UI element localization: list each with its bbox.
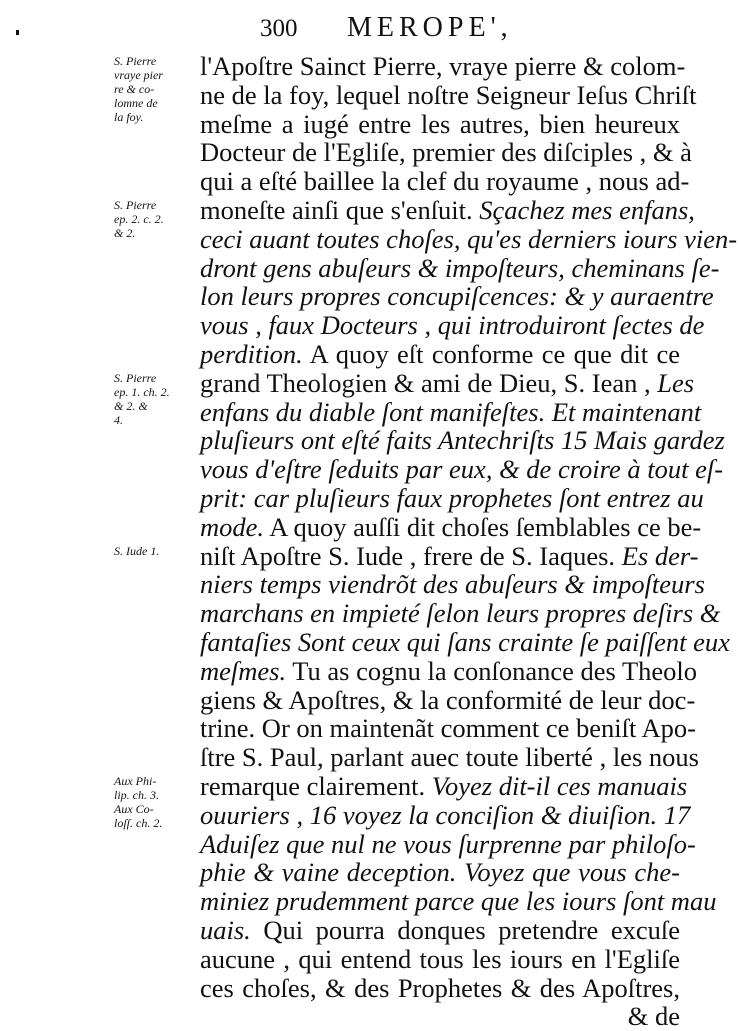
margin-note bbox=[114, 371, 196, 427]
roman-text: Tu as cognu la conſonance des Theolo bbox=[286, 655, 698, 686]
roman-text: aucune , qui entend tous les iours en l'Egliſe bbox=[200, 943, 680, 974]
italic-text: phie & vaine deception. Voyez que vous che- bbox=[200, 857, 680, 888]
roman-text: l'Apoſtre Sainct Pierre, vraye pierre & colom- bbox=[200, 51, 686, 81]
italic-text: ouuriers , 16 voyez la conciſion & diuiſion. 17 bbox=[200, 799, 691, 830]
margin-note-line: Aux Co- bbox=[114, 802, 154, 816]
margin-note-line: S. Pierre bbox=[114, 370, 157, 385]
text-line bbox=[200, 858, 680, 887]
text-line bbox=[200, 799, 691, 830]
page-header bbox=[260, 8, 590, 48]
text-line bbox=[200, 252, 720, 283]
text-line bbox=[200, 223, 738, 254]
margin-note bbox=[114, 54, 196, 124]
italic-text: uais. bbox=[200, 914, 251, 945]
margin-note bbox=[114, 198, 196, 240]
italic-text: fantaſies Sont ceux qui ſans crainte ſe paiſſent eux bbox=[200, 626, 730, 657]
margin-note-line: vraye pier bbox=[114, 68, 163, 82]
roman-text: A quoy eſt conforme ce que dit ce bbox=[302, 338, 680, 369]
italic-text: Voyez dit-il ces manuais bbox=[431, 770, 688, 801]
text-line bbox=[200, 482, 704, 513]
text-line bbox=[200, 974, 680, 1003]
text-line bbox=[200, 79, 697, 110]
text-line bbox=[200, 310, 705, 341]
text-line bbox=[200, 655, 698, 686]
roman-text: moneſte ainſi que s'enſuit. bbox=[200, 194, 480, 225]
text-line bbox=[200, 367, 695, 398]
roman-text: & de bbox=[627, 1001, 680, 1031]
margin-note-line: S. Iude 1. bbox=[114, 543, 160, 558]
italic-text: perdition. bbox=[200, 338, 303, 369]
italic-text: meſmes. bbox=[200, 655, 287, 686]
italic-text: Sçachez mes enfans, bbox=[479, 194, 695, 225]
text-line bbox=[200, 340, 680, 369]
text-line bbox=[200, 51, 686, 81]
page-number: 300 bbox=[260, 15, 298, 42]
margin-note-line: la foy. bbox=[114, 110, 144, 124]
italic-text: vous , faux Docteurs , qui introduiront ſectes de bbox=[200, 310, 705, 341]
text-line bbox=[200, 1002, 680, 1031]
italic-text: mode. bbox=[200, 511, 265, 542]
italic-text: ceci auant toutes choſes, qu'es derniers iours vien- bbox=[200, 223, 738, 254]
roman-text: remarque clairement. bbox=[200, 770, 432, 801]
page-edge-mark bbox=[16, 30, 19, 35]
text-line bbox=[200, 511, 702, 542]
italic-text: enfans du diable ſont manifeſtes. Et maintenant bbox=[200, 396, 702, 427]
running-title: MEROPE', bbox=[347, 12, 513, 43]
roman-text: giens & Apoſtres, & la conformité de leur doc- bbox=[200, 684, 696, 715]
roman-text: trine. Or on maintenãt comment ce beniſt Apo- bbox=[200, 713, 696, 744]
text-line bbox=[200, 626, 730, 657]
margin-note-line: Aux Phi- bbox=[114, 774, 157, 788]
roman-text: qui a eſté baillee la clef du royaume , nous ad- bbox=[200, 166, 690, 197]
text-line bbox=[200, 684, 696, 715]
margin-note-line: & 2. & bbox=[114, 398, 148, 413]
italic-text: Mais gardez bbox=[594, 425, 725, 456]
text-line bbox=[200, 598, 721, 629]
italic-text: Es der- bbox=[621, 540, 699, 571]
italic-text: vous d'eſtre ſeduits par eux, & de croire à tout eſ- bbox=[200, 454, 724, 485]
text-line bbox=[200, 454, 724, 485]
italic-text: miniez prudemment parce que les iours ſont mau bbox=[200, 886, 717, 917]
italic-text: niers temps viendrõt des abuſeurs & impoſteurs bbox=[200, 569, 705, 600]
margin-note-line: 4. bbox=[114, 412, 123, 427]
text-line bbox=[200, 916, 680, 945]
roman-text: meſme a iugé entre les autres, bien heureux bbox=[200, 108, 680, 139]
roman-text: Docteur de l'Egliſe, premier des diſciples , & à bbox=[200, 137, 692, 168]
text-line bbox=[200, 425, 725, 456]
roman-text: A quoy auſſi dit choſes ſemblables ce be- bbox=[264, 511, 702, 542]
text-line bbox=[200, 945, 680, 974]
roman-text: ces choſes, & des Prophetes & des Apoſtres, bbox=[200, 972, 680, 1003]
text-line bbox=[200, 828, 696, 859]
text-line bbox=[200, 137, 692, 168]
italic-text: Aduiſez que nul ne vous ſurprenne par philoſo- bbox=[200, 828, 696, 859]
text-line bbox=[200, 396, 702, 427]
margin-note-line: S. Pierre bbox=[114, 54, 157, 68]
roman-text: ſtre S. Paul, parlant auec toute liberté , les nous bbox=[200, 742, 699, 773]
margin-note-line: S. Pierre bbox=[114, 198, 157, 212]
italic-text: lon leurs propres concupiſcences: & y auraentre bbox=[200, 281, 714, 312]
italic-text: dront gens abuſeurs & impoſteurs, cheminans ſe- bbox=[200, 252, 720, 283]
margin-note-line: & 2. bbox=[114, 226, 136, 240]
margin-note-line: lomne de bbox=[114, 96, 158, 110]
text-line bbox=[200, 713, 696, 744]
roman-text: Qui pourra donques pretendre excuſe bbox=[250, 914, 680, 945]
text-line bbox=[200, 569, 705, 600]
text-line bbox=[200, 194, 695, 225]
text-line bbox=[200, 281, 714, 312]
margin-note-line: re & co- bbox=[114, 82, 155, 96]
margin-note-line: loſſ. ch. 2. bbox=[114, 816, 163, 830]
italic-text: marchans en impieté ſelon leurs propres deſirs & bbox=[200, 598, 721, 629]
margin-note bbox=[114, 544, 196, 558]
italic-text: pluſieurs ont eſté faits Antechriſts 15 bbox=[200, 425, 595, 456]
margin-note-line: lip. ch. 3. bbox=[114, 788, 159, 802]
roman-text: ne de la foy, lequel noſtre Seigneur Ieſus Chriſt bbox=[200, 79, 697, 110]
margin-note bbox=[114, 774, 196, 830]
roman-text: niſt Apoſtre S. Iude , frere de S. Iaques. bbox=[200, 540, 622, 571]
text-line bbox=[200, 540, 699, 571]
text-line bbox=[200, 886, 717, 917]
text-line bbox=[200, 742, 699, 773]
text-line bbox=[200, 166, 690, 197]
italic-text: Les bbox=[657, 367, 695, 398]
text-line bbox=[200, 770, 688, 801]
roman-text: grand Theologien & ami de Dieu, S. Iean , bbox=[200, 367, 658, 398]
body-text bbox=[200, 51, 738, 1031]
margin-note-line: ep. 2. c. 2. bbox=[114, 212, 164, 226]
text-line bbox=[200, 110, 680, 139]
margin-note-line: ep. 1. ch. 2. bbox=[114, 384, 170, 399]
italic-text: prit: car pluſieurs faux prophetes ſont entrez au bbox=[200, 482, 704, 513]
